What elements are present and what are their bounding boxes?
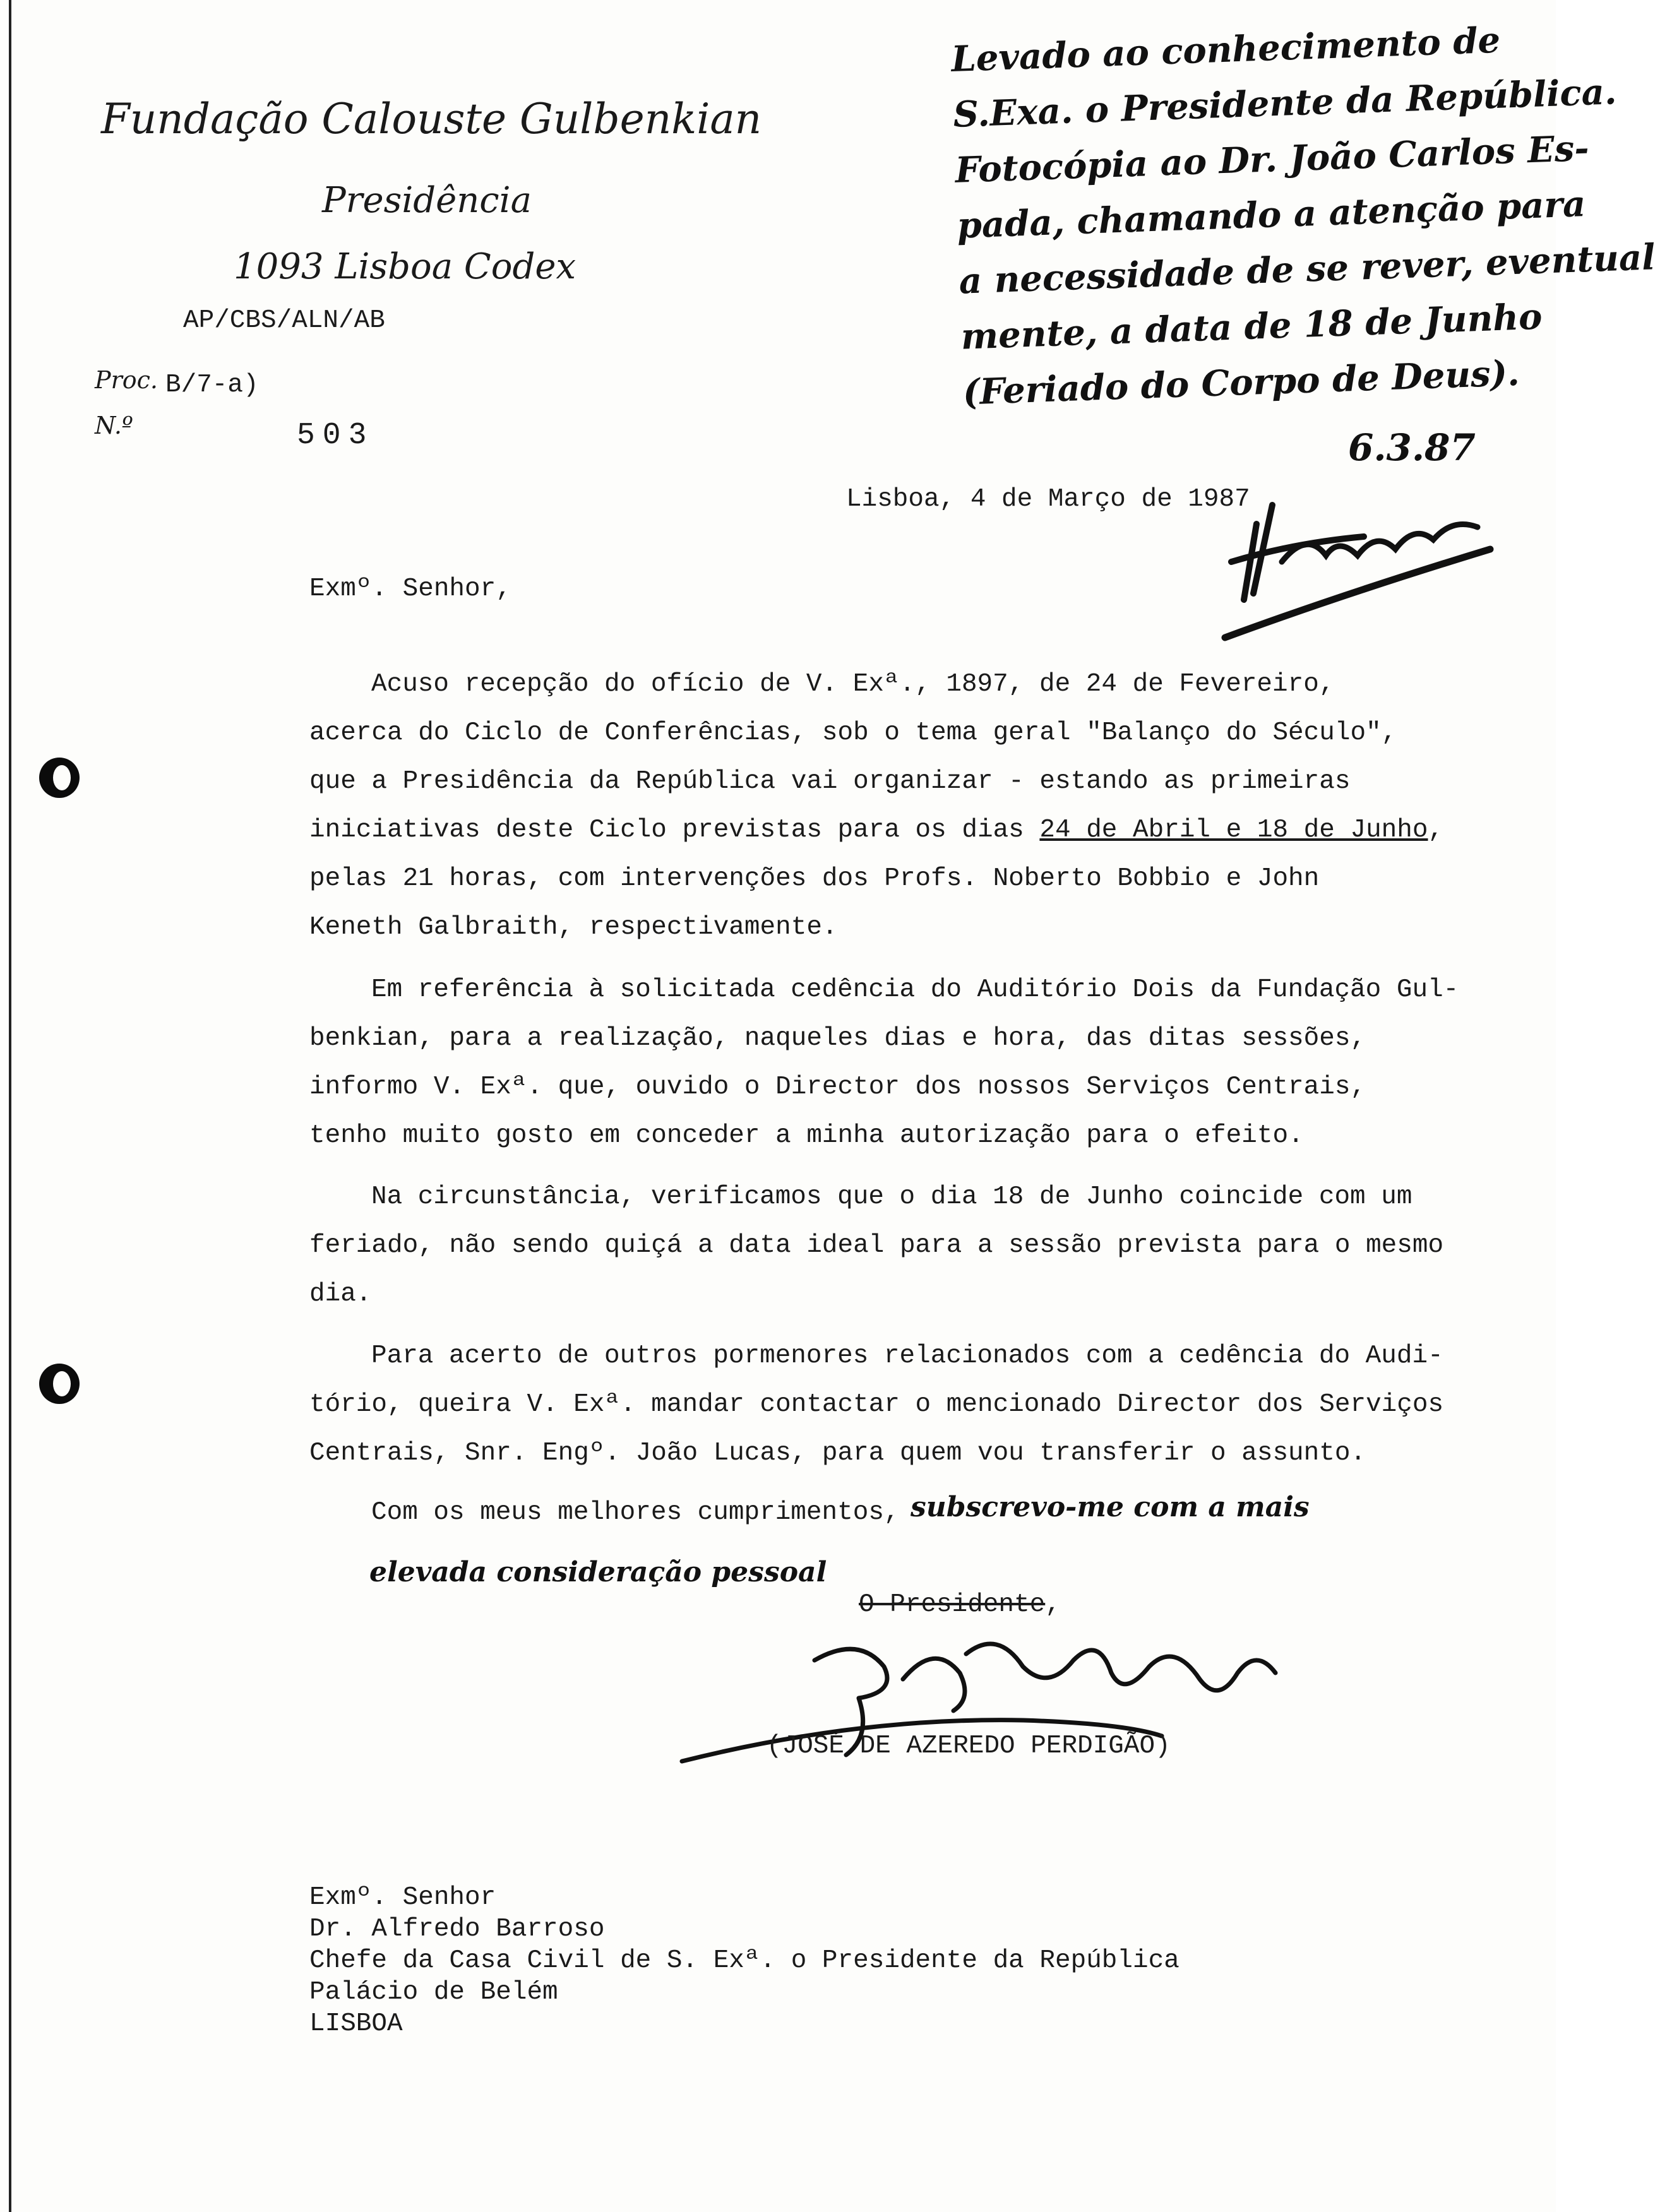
paragraph-line: Na circunstância, verificamos que o dia 18 de Junho coincide com um xyxy=(371,1182,1412,1211)
closing: Com os meus melhores cumprimentos, xyxy=(371,1498,900,1527)
recipient-block xyxy=(309,1882,1179,2040)
handwritten-note-line: a necessidade de se rever, eventual xyxy=(958,236,1656,302)
paragraph-line: informo V. Exª. que, ouvido o Director dos nossos Serviços Centrais, xyxy=(309,1073,1366,1102)
recipient-line: Palácio de Belém xyxy=(309,1978,558,2007)
barroso-signature xyxy=(1219,467,1503,644)
recipient-line: Dr. Alfredo Barroso xyxy=(309,1915,605,1944)
paragraph-line: Keneth Galbraith, respectivamente. xyxy=(309,913,838,942)
salutation: Exmº. Senhor, xyxy=(309,574,511,604)
paragraph-line: tenho muito gosto em conceder a minha autorização para o efeito. xyxy=(309,1121,1304,1150)
recipient-line: Chefe da Casa Civil de S. Exª. o Presidente da República xyxy=(309,1946,1179,1975)
paragraph-line: Para acerto de outros pormenores relacionados com a cedência do Audi- xyxy=(371,1341,1443,1371)
handwritten-note-line: Fotocópia ao Dr. João Carlos Es- xyxy=(954,127,1590,191)
paragraph-line xyxy=(309,806,1465,855)
recipient-line: LISBOA xyxy=(309,2009,403,2038)
closing-handwritten-2: elevada consideração pessoal xyxy=(369,1556,827,1588)
paragraph-line: Acuso recepção do ofício de V. Exª., 1897, de 24 de Fevereiro, xyxy=(371,670,1335,699)
place-date: Lisboa, 4 de Março de 1987 xyxy=(846,485,1250,514)
number-value: 503 xyxy=(297,419,374,453)
paragraph-3 xyxy=(309,1173,1465,1319)
proc-value: B/7-a) xyxy=(165,371,259,400)
paragraph-line: acerca do Ciclo de Conferências, sob o tema geral "Balanço do Século", xyxy=(309,718,1397,747)
handwritten-note xyxy=(950,7,1660,420)
paragraph-line: dia. xyxy=(309,1280,372,1309)
handwritten-note-line: mente, a data de 18 de Junho xyxy=(960,295,1543,358)
paragraph-1 xyxy=(309,660,1465,952)
page-edge-line xyxy=(9,0,11,2212)
paragraph-line: pelas 21 horas, com intervenções dos Profs. Noberto Bobbio e John xyxy=(309,864,1320,893)
text-run: iniciativas deste Ciclo previstas para os dias xyxy=(309,816,1040,845)
handwritten-date: 6.3.87 xyxy=(1348,426,1476,469)
number-label: N.º xyxy=(95,412,133,439)
letterhead-department: Presidência xyxy=(322,180,532,221)
closing-handwritten-1: subscrevo-me com a mais xyxy=(911,1491,1310,1523)
paragraph-4 xyxy=(309,1332,1465,1478)
letterhead-organization: Fundação Calouste Gulbenkian xyxy=(101,95,762,143)
underlined-dates: 24 de Abril e 18 de Junho xyxy=(1039,816,1428,845)
handwritten-note-line: pada, chamando a atenção para xyxy=(956,183,1587,247)
proc-label: Proc. xyxy=(95,366,158,394)
paragraph-line: tório, queira V. Exª. mandar contactar o mencionado Director dos Serviços xyxy=(309,1390,1444,1419)
punch-hole-bottom xyxy=(39,1364,80,1404)
recipient-line: Exmº. Senhor xyxy=(309,1883,496,1912)
struck-title: O Presidente xyxy=(859,1590,1046,1619)
paragraph-line: feriado, não sendo quiçá a data ideal para a sessão prevista para o mesmo xyxy=(309,1231,1444,1260)
punch-hole-top xyxy=(39,758,80,798)
handwritten-note-line: Levado ao conhecimento de xyxy=(950,19,1502,80)
paragraph-2 xyxy=(309,966,1465,1160)
reference-code: AP/CBS/ALN/AB xyxy=(183,306,385,335)
paragraph-line: Centrais, Snr. Engº. João Lucas, para quem vou transferir o assunto. xyxy=(309,1439,1366,1468)
paragraph-line: benkian, para a realização, naqueles dias e hora, das ditas sessões, xyxy=(309,1024,1366,1053)
paragraph-line: que a Presidência da República vai organizar - estando as primeiras xyxy=(309,767,1351,796)
letterhead-address: 1093 Lisboa Codex xyxy=(234,246,576,287)
signatory-name: (JOSÉ DE AZEREDO PERDIGÃO) xyxy=(767,1732,1171,1761)
text-run: , xyxy=(1428,816,1444,845)
handwritten-note-line: S.Exa. o Presidente da República. xyxy=(952,71,1618,136)
handwritten-note-line: (Feriado do Corpo de Deus). xyxy=(962,352,1520,413)
title-comma: , xyxy=(1045,1590,1061,1619)
paragraph-line: Em referência à solicitada cedência do Auditório Dois da Fundação Gul- xyxy=(371,975,1459,1004)
